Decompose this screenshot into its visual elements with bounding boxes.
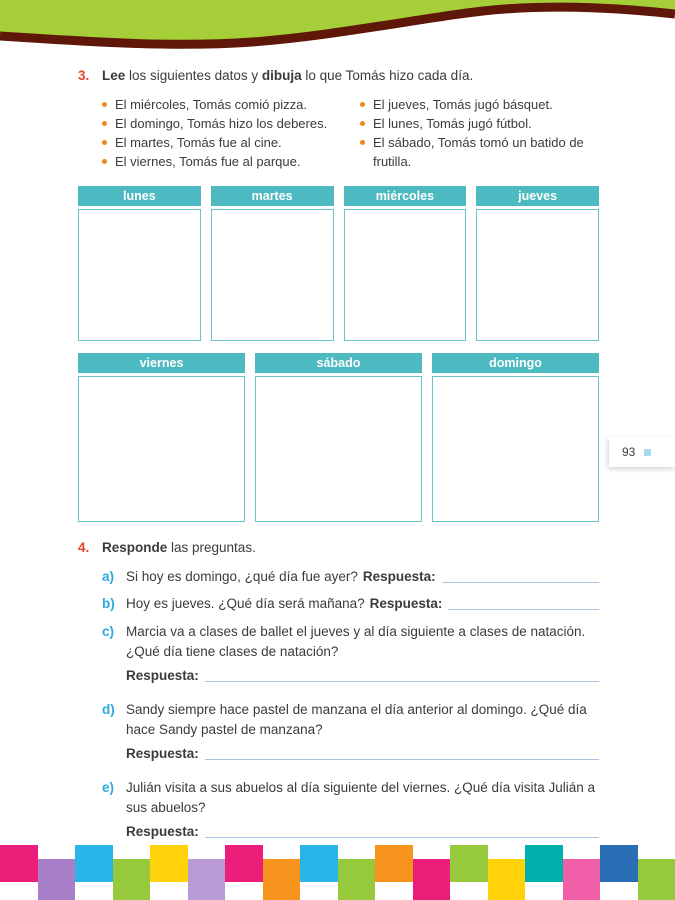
- list-item: El martes, Tomás fue al cine.: [102, 133, 360, 152]
- fringe-block: [263, 859, 301, 900]
- answer-line[interactable]: [205, 666, 599, 682]
- page-content: [78, 66, 599, 856]
- question-d: [102, 700, 599, 764]
- respuesta-label: Respuesta:: [362, 569, 436, 584]
- question-body: [126, 700, 599, 764]
- question-row: [126, 567, 599, 587]
- question-letter: d): [102, 702, 115, 717]
- exercise-3: [78, 66, 599, 522]
- fringe-block: [225, 845, 263, 882]
- day-box-miercoles: [344, 186, 467, 341]
- bullet-icon: [360, 121, 365, 126]
- top-decoration: [0, 0, 675, 52]
- question-letter: c): [102, 624, 115, 639]
- list-item: El miércoles, Tomás comió pizza.: [102, 95, 360, 114]
- fringe-block: [0, 845, 38, 882]
- question-text: Si hoy es domingo, ¿qué día fue ayer?: [126, 569, 358, 584]
- fringe-block: [38, 859, 76, 900]
- fringe-block: [450, 845, 488, 882]
- list-item: El sábado, Tomás tomó un batido de frutilla.: [360, 133, 599, 171]
- day-drawing-area[interactable]: [344, 209, 467, 341]
- respuesta-label: Respuesta:: [369, 596, 443, 611]
- answer-row: [126, 666, 599, 686]
- day-box-header: sábado: [255, 353, 422, 373]
- answer-row: [126, 744, 599, 764]
- exercise-instruction: Lee los siguientes datos y dibuja lo que Tomás hizo cada día.: [102, 68, 474, 83]
- day-box-header: martes: [211, 186, 334, 206]
- fringe-block: [488, 859, 526, 900]
- day-box-header: miércoles: [344, 186, 467, 206]
- page-tab-dot-icon: [644, 449, 651, 456]
- fringe-block: [188, 859, 226, 900]
- bullet-icon: [102, 140, 107, 145]
- facts-list: [102, 95, 599, 171]
- day-box-viernes: [78, 353, 245, 522]
- bullet-icon: [102, 159, 107, 164]
- question-c: [102, 622, 599, 686]
- days-grid-row-1: [78, 186, 599, 341]
- facts-list-left: [102, 95, 360, 171]
- day-box-header: domingo: [432, 353, 599, 373]
- question-b: [102, 594, 599, 614]
- bullet-icon: [360, 140, 365, 145]
- day-drawing-area[interactable]: [432, 376, 599, 522]
- exercise-instruction: Responde las preguntas.: [102, 540, 256, 555]
- bullet-icon: [102, 102, 107, 107]
- question-letter: e): [102, 780, 115, 795]
- question-row: [126, 594, 599, 614]
- fringe-block: [300, 845, 338, 882]
- day-box-header: lunes: [78, 186, 201, 206]
- fringe-block: [600, 845, 638, 882]
- day-drawing-area[interactable]: [255, 376, 422, 522]
- day-drawing-area[interactable]: [476, 209, 599, 341]
- days-grid-row-2: [78, 353, 599, 522]
- list-item: El jueves, Tomás jugó básquet.: [360, 95, 599, 114]
- answer-line[interactable]: [442, 567, 599, 583]
- question-letter: a): [102, 569, 115, 584]
- fringe-block: [563, 859, 601, 900]
- question-body: [126, 778, 599, 842]
- day-box-header: jueves: [476, 186, 599, 206]
- day-box-sabado: [255, 353, 422, 522]
- day-box-martes: [211, 186, 334, 341]
- page-number-tab: [609, 437, 675, 467]
- fringe-block: [338, 859, 376, 900]
- question-text: Hoy es jueves. ¿Qué día será mañana?: [126, 596, 365, 611]
- answer-row: [126, 822, 599, 842]
- question-list: [78, 567, 599, 842]
- bullet-icon: [102, 121, 107, 126]
- list-item: El viernes, Tomás fue al parque.: [102, 152, 360, 171]
- exercise-number: 3.: [78, 68, 90, 83]
- fringe-block: [413, 859, 451, 900]
- fringe-block: [375, 845, 413, 882]
- exercise-number: 4.: [78, 540, 90, 555]
- question-a: [102, 567, 599, 587]
- question-text: Sandy siempre hace pastel de manzana el día anterior al domingo. ¿Qué día hace Sandy pastel de manzana?: [126, 702, 587, 737]
- day-box-lunes: [78, 186, 201, 341]
- fringe-block: [525, 845, 563, 882]
- fringe-block: [113, 859, 151, 900]
- question-text: Julián visita a sus abuelos al día siguiente del viernes. ¿Qué día visita Julián a sus abuelos?: [126, 780, 596, 815]
- day-drawing-area[interactable]: [78, 376, 245, 522]
- exercise-3-header: [78, 66, 599, 86]
- day-drawing-area[interactable]: [78, 209, 201, 341]
- fringe-block: [75, 845, 113, 882]
- exercise-4: [78, 538, 599, 842]
- list-item: El lunes, Tomás jugó fútbol.: [360, 114, 599, 133]
- answer-line[interactable]: [448, 594, 599, 610]
- answer-line[interactable]: [205, 744, 599, 760]
- respuesta-label: Respuesta:: [126, 824, 199, 839]
- list-item: El domingo, Tomás hizo los deberes.: [102, 114, 360, 133]
- bullet-icon: [360, 102, 365, 107]
- bottom-decoration: [0, 845, 675, 900]
- exercise-4-header: [78, 538, 599, 558]
- answer-line[interactable]: [205, 822, 599, 838]
- facts-list-right: [360, 95, 599, 171]
- fringe-block: [150, 845, 188, 882]
- page-number: 93: [622, 445, 636, 459]
- question-e: [102, 778, 599, 842]
- question-text: Marcia va a clases de ballet el jueves y al día siguiente a clases de natación. ¿Qué día tiene clases de natación?: [126, 624, 586, 659]
- day-box-jueves: [476, 186, 599, 341]
- question-body: [126, 622, 599, 686]
- day-box-header: viernes: [78, 353, 245, 373]
- respuesta-label: Respuesta:: [126, 746, 199, 761]
- day-drawing-area[interactable]: [211, 209, 334, 341]
- respuesta-label: Respuesta:: [126, 668, 199, 683]
- day-box-domingo: [432, 353, 599, 522]
- fringe-block: [638, 859, 675, 900]
- question-letter: b): [102, 596, 115, 611]
